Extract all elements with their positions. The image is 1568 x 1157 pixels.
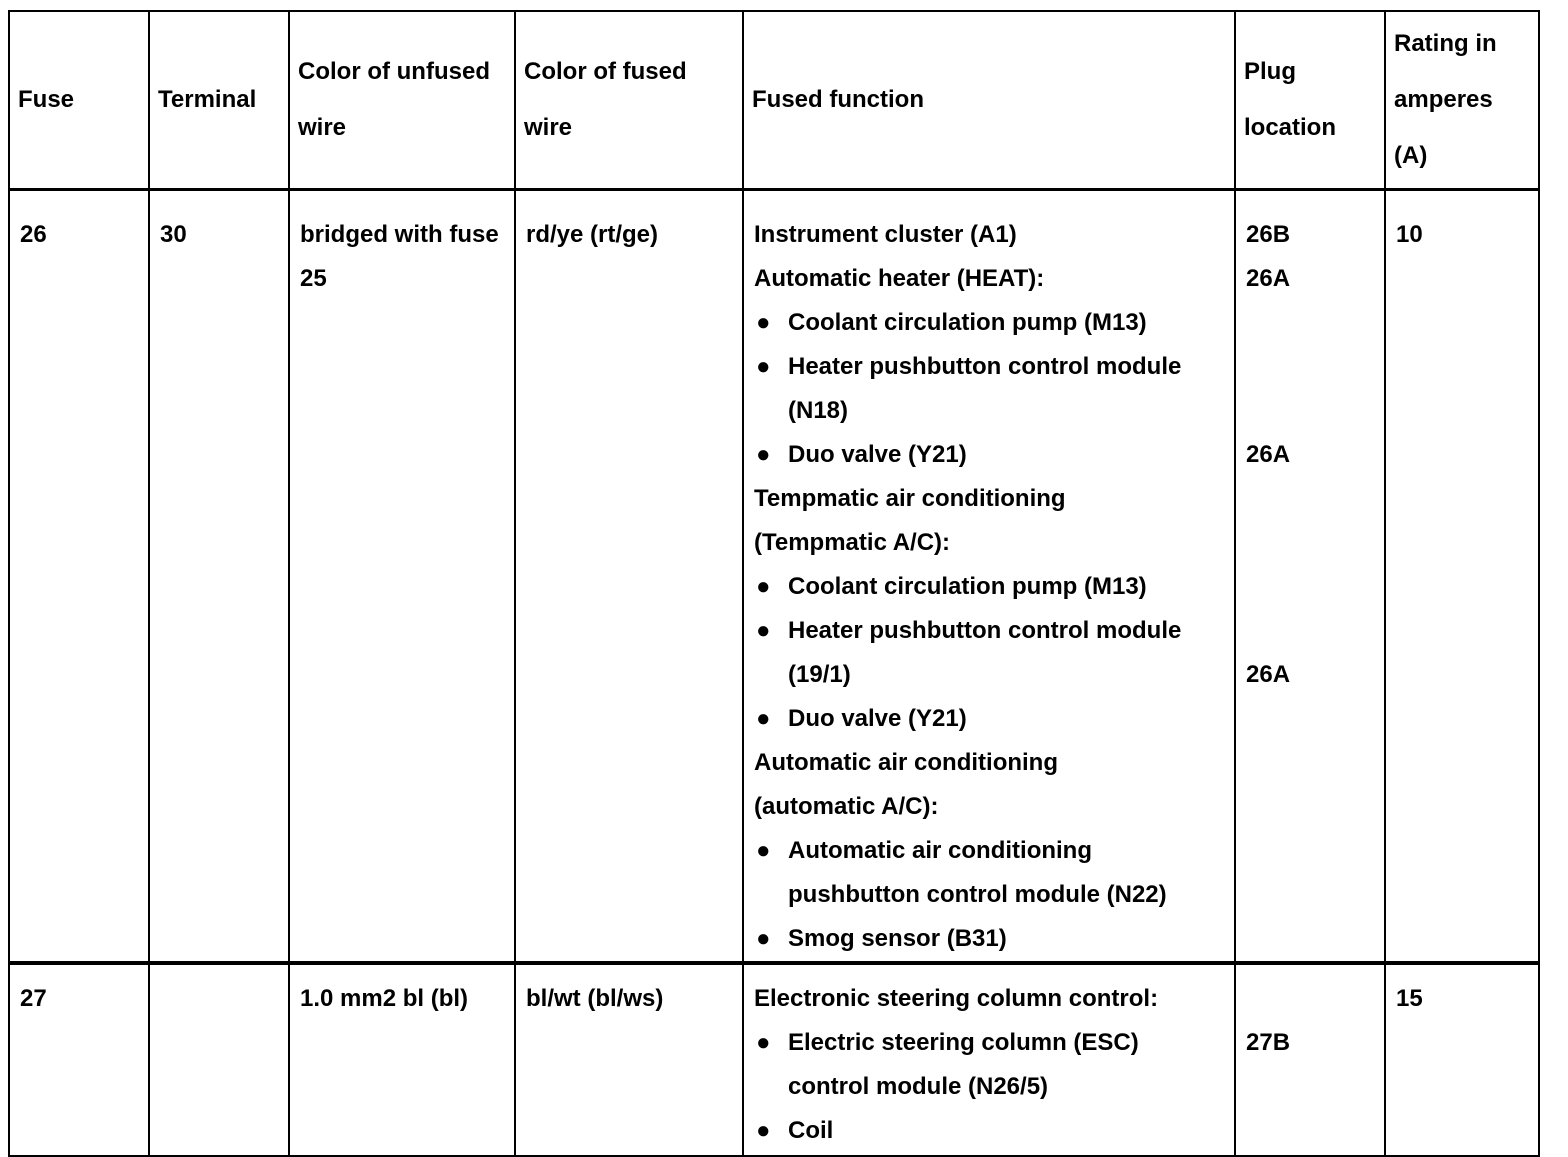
cell-fused-function: [743, 190, 1235, 964]
function-line: Electronic steering column control:: [754, 985, 1159, 1012]
header-fused-wire: Color of fused wire: [515, 11, 743, 190]
bullet-text: Heater pushbutton control module (19/1): [788, 617, 1182, 688]
function-bullet-item: [754, 433, 1226, 477]
bullet-icon: ●: [756, 309, 771, 336]
bullet-icon: ●: [756, 353, 771, 380]
bullet-text: Coolant circulation pump (M13): [788, 573, 1147, 600]
bullet-text: Coolant circulation pump (M13): [788, 309, 1147, 336]
bullet-icon: ●: [756, 1029, 771, 1056]
plug-value: 26A: [1246, 441, 1291, 468]
plug-value: 26A: [1246, 661, 1291, 688]
cell-fused-wire: bl/wt (bl/ws): [515, 963, 743, 1156]
bullet-text: Smog sensor (B31): [788, 925, 1007, 952]
function-bullet-item: [754, 301, 1226, 345]
cell-unfused-wire: 1.0 mm2 bl (bl): [289, 963, 515, 1156]
bullet-icon: ●: [756, 441, 771, 468]
function-bullet-item: [754, 1021, 1226, 1109]
table-row: [9, 190, 1539, 964]
cell-terminal: 30: [149, 190, 289, 964]
plug-spacer: [1246, 565, 1376, 609]
bullet-text: Duo valve (Y21): [788, 441, 967, 468]
bullet-text: Electric steering column (ESC) control module (N26/5): [788, 1029, 1139, 1100]
fuse-table: [8, 10, 1540, 1157]
bullet-icon: ●: [756, 925, 771, 952]
function-line: Automatic air conditioning: [754, 749, 1058, 776]
function-bullet-item: [754, 917, 1226, 961]
header-terminal: Terminal: [149, 11, 289, 190]
plug-spacer: [1246, 609, 1376, 653]
cell-terminal: [149, 963, 289, 1156]
cell-plug-location: [1235, 190, 1385, 964]
header-fuse: Fuse: [9, 11, 149, 190]
function-bullet-item: [754, 565, 1226, 609]
function-line: (automatic A/C):: [754, 793, 939, 820]
bullet-icon: ●: [756, 617, 771, 644]
bullet-text: Automatic air conditioning pushbutton control module (N22): [788, 837, 1167, 908]
bullet-icon: ●: [756, 705, 771, 732]
function-bullet-item: [754, 697, 1226, 741]
header-rating: Rating in amperes (A): [1385, 11, 1539, 190]
function-line: Instrument cluster (A1): [754, 221, 1017, 248]
cell-fused-wire: rd/ye (rt/ge): [515, 190, 743, 964]
plug-spacer: [1246, 301, 1376, 345]
function-bullet-item: [754, 609, 1226, 697]
function-bullet-item: [754, 345, 1226, 433]
bullet-icon: ●: [756, 1117, 771, 1144]
header-plug-location: Plug location: [1235, 11, 1385, 190]
table-row: [9, 963, 1539, 1156]
bullet-icon: ●: [756, 573, 771, 600]
cell-rating: 10: [1385, 190, 1539, 964]
bullet-text: Duo valve (Y21): [788, 705, 967, 732]
cell-plug-location: [1235, 963, 1385, 1156]
cell-fuse: 27: [9, 963, 149, 1156]
plug-value: 27B: [1246, 1029, 1291, 1056]
cell-unfused-wire: bridged with fuse 25: [289, 190, 515, 964]
function-bullet-item: [754, 1109, 1226, 1153]
header-row: [9, 11, 1539, 190]
cell-fused-function: [743, 963, 1235, 1156]
bullet-text: Heater pushbutton control module (N18): [788, 353, 1182, 424]
header-unfused-wire: Color of unfused wire: [289, 11, 515, 190]
cell-rating: 15: [1385, 963, 1539, 1156]
cell-fuse: 26: [9, 190, 149, 964]
function-line: Tempmatic air conditioning: [754, 485, 1066, 512]
function-line: (Tempmatic A/C):: [754, 529, 951, 556]
plug-spacer: [1246, 977, 1376, 1021]
bullet-text: Coil: [788, 1117, 834, 1144]
plug-spacer: [1246, 345, 1376, 389]
plug-spacer: [1246, 389, 1376, 433]
bullet-icon: ●: [756, 837, 771, 864]
function-line: Automatic heater (HEAT):: [754, 265, 1045, 292]
function-bullet-item: [754, 829, 1226, 917]
plug-value: 26A: [1246, 265, 1291, 292]
plug-spacer: [1246, 521, 1376, 565]
plug-spacer: [1246, 477, 1376, 521]
header-fused-function: Fused function: [743, 11, 1235, 190]
plug-value: 26B: [1246, 221, 1291, 248]
